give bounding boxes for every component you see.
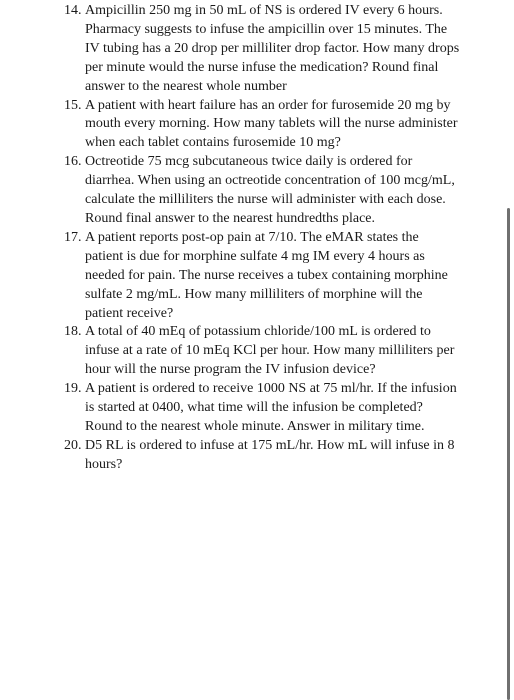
question-text: A total of 40 mEq of potassium chloride/100 mL is ordered to infuse at a rate of 10 mEq KCl per hour. How many milliliters per hour will the nurse program the IV infusion device? (85, 324, 455, 378)
question-item (64, 153, 460, 229)
question-item (64, 2, 460, 97)
question-item (64, 97, 460, 154)
question-text: A patient is ordered to receive 1000 NS at 75 ml/hr. If the infusion is started at 0400, what time will the infusion be completed? Round to the nearest whole minute. Answer in military time. (85, 381, 457, 434)
question-number: 14. (64, 3, 82, 18)
question-text: A patient with heart failure has an order for furosemide 20 mg by mouth every morning. How many tablets will the nurse administer when each tablet contains furosemide 10 mg? (85, 97, 458, 151)
question-text: D5 RL is ordered to infuse at 175 mL/hr. How mL will infuse in 8 hours? (85, 437, 455, 472)
question-number: 18. (64, 324, 82, 340)
question-text: A patient reports post-op pain at 7/10. The eMAR states the patient is due for morphine sulfate 4 mg IM every 4 hours as needed for pain. The nurse receives a tubex containing morphine sulfate 2 mg/mL. How many milliliters of morphine will the patient receive? (85, 229, 448, 321)
question-item (64, 229, 460, 324)
question-item (64, 323, 460, 380)
question-item (64, 380, 460, 437)
vertical-scrollbar[interactable] (507, 208, 510, 700)
question-number: 17. (64, 229, 82, 245)
question-number: 19. (64, 381, 82, 397)
question-number: 20. (64, 437, 82, 453)
question-item (64, 437, 460, 475)
question-number: 15. (64, 97, 82, 113)
question-text: Octreotide 75 mcg subcutaneous twice daily is ordered for diarrhea. When using an octreotide concentration of 100 mcg/mL, calculate the milliliters the nurse will administer with each dose. Round final answer to the nearest hundredths place. (85, 154, 455, 226)
question-number: 16. (64, 154, 82, 170)
question-list (64, 2, 460, 475)
question-text: Ampicillin 250 mg in 50 mL of NS is ordered IV every 6 hours. Pharmacy suggests to infuse the ampicillin over 15 minutes. The IV tubing has a 20 drop per milliliter drop factor. How many drops per minute would the nurse infuse the medication? Round final answer to the nearest whole number (85, 3, 460, 94)
